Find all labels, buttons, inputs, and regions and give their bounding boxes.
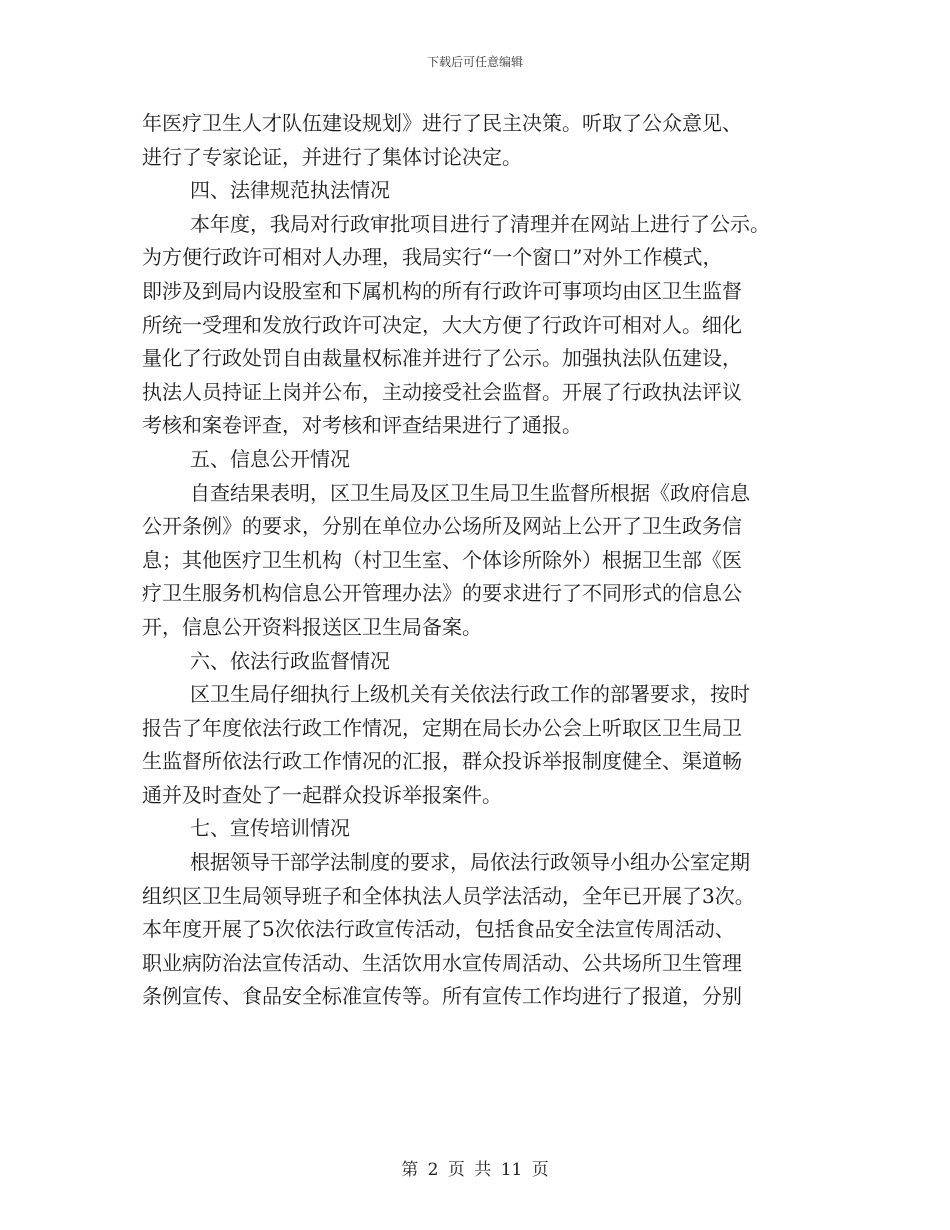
text-line: 即涉及到局内设股室和下属机构的所有行政许可事项均由区卫生监督: [142, 278, 742, 303]
text-line: 执法人员持证上岗并公布，主动接受社会监督。开展了行政执法评议: [142, 379, 742, 404]
document-body: [142, 107, 822, 1014]
text-line: 根据领导干部学法制度的要求，局依法行政领导小组办公室定期: [190, 850, 750, 875]
page-number: 第 2 页 共 11 页: [401, 1160, 549, 1180]
text-line: 条例宣传、食品安全标准宣传等。所有宣传工作均进行了报道，分别: [142, 984, 742, 1009]
text-line: 职业病防治法宣传活动、生活饮用水宣传周活动、公共场所卫生管理: [142, 950, 742, 975]
text-line: 量化了行政处罚自由裁量权标准并进行了公示。加强执法队伍建设，: [142, 346, 742, 371]
page-header-note: 下载后可任意编辑: [426, 55, 523, 69]
text-line: 组织区卫生局领导班子和全体执法人员学法活动，全年已开展了3次。: [142, 883, 755, 908]
text-line: 生监督所依法行政工作情况的汇报，群众投诉举报制度健全、渠道畅: [142, 749, 742, 774]
text-line: 考核和案卷评查，对考核和评查结果进行了通报。: [142, 413, 582, 438]
text-line: 自查结果表明，区卫生局及区卫生局卫生监督所根据《政府信息: [190, 480, 750, 505]
text-line: 本年度，我局对行政审批项目进行了清理并在网站上进行了公示。: [190, 211, 770, 236]
text-line: 所统一受理和发放行政许可决定，大大方便了行政许可相对人。细化: [142, 312, 742, 337]
text-line: 为方便行政许可相对人办理，我局实行“一个窗口”对外工作模式，: [142, 245, 723, 270]
text-line: 开，信息公开资料报送区卫生局备案。: [142, 614, 482, 639]
text-line: 疗卫生服务机构信息公开管理办法》的要求进行了不同形式的信息公: [142, 581, 742, 606]
text-line: 区卫生局仔细执行上级机关有关依法行政工作的部署要求，按时: [190, 682, 750, 707]
section-heading: 七、宣传培训情况: [190, 816, 350, 841]
text-line: 报告了年度依法行政工作情况，定期在局长办公会上听取区卫生局卫: [142, 715, 742, 740]
text-line: 年医疗卫生人才队伍建设规划》进行了民主决策。听取了公众意见、: [142, 111, 742, 135]
text-line: 本年度开展了5次依法行政宣传活动，包括食品安全法宣传周活动、: [142, 917, 735, 942]
text-line: 息；其他医疗卫生机构（村卫生室、个体诊所除外）根据卫生部《医: [142, 547, 742, 572]
text-line: 公开条例》的要求，分别在单位办公场所及网站上公开了卫生政务信: [142, 514, 742, 539]
section-heading: 四、法律规范执法情况: [190, 178, 390, 203]
text-line: 进行了专家论证，并进行了集体讨论决定。: [142, 144, 522, 169]
section-heading: 六、依法行政监督情况: [190, 648, 390, 673]
text-line: 通并及时查处了一起群众投诉举报案件。: [142, 782, 502, 807]
section-heading: 五、信息公开情况: [190, 446, 350, 471]
